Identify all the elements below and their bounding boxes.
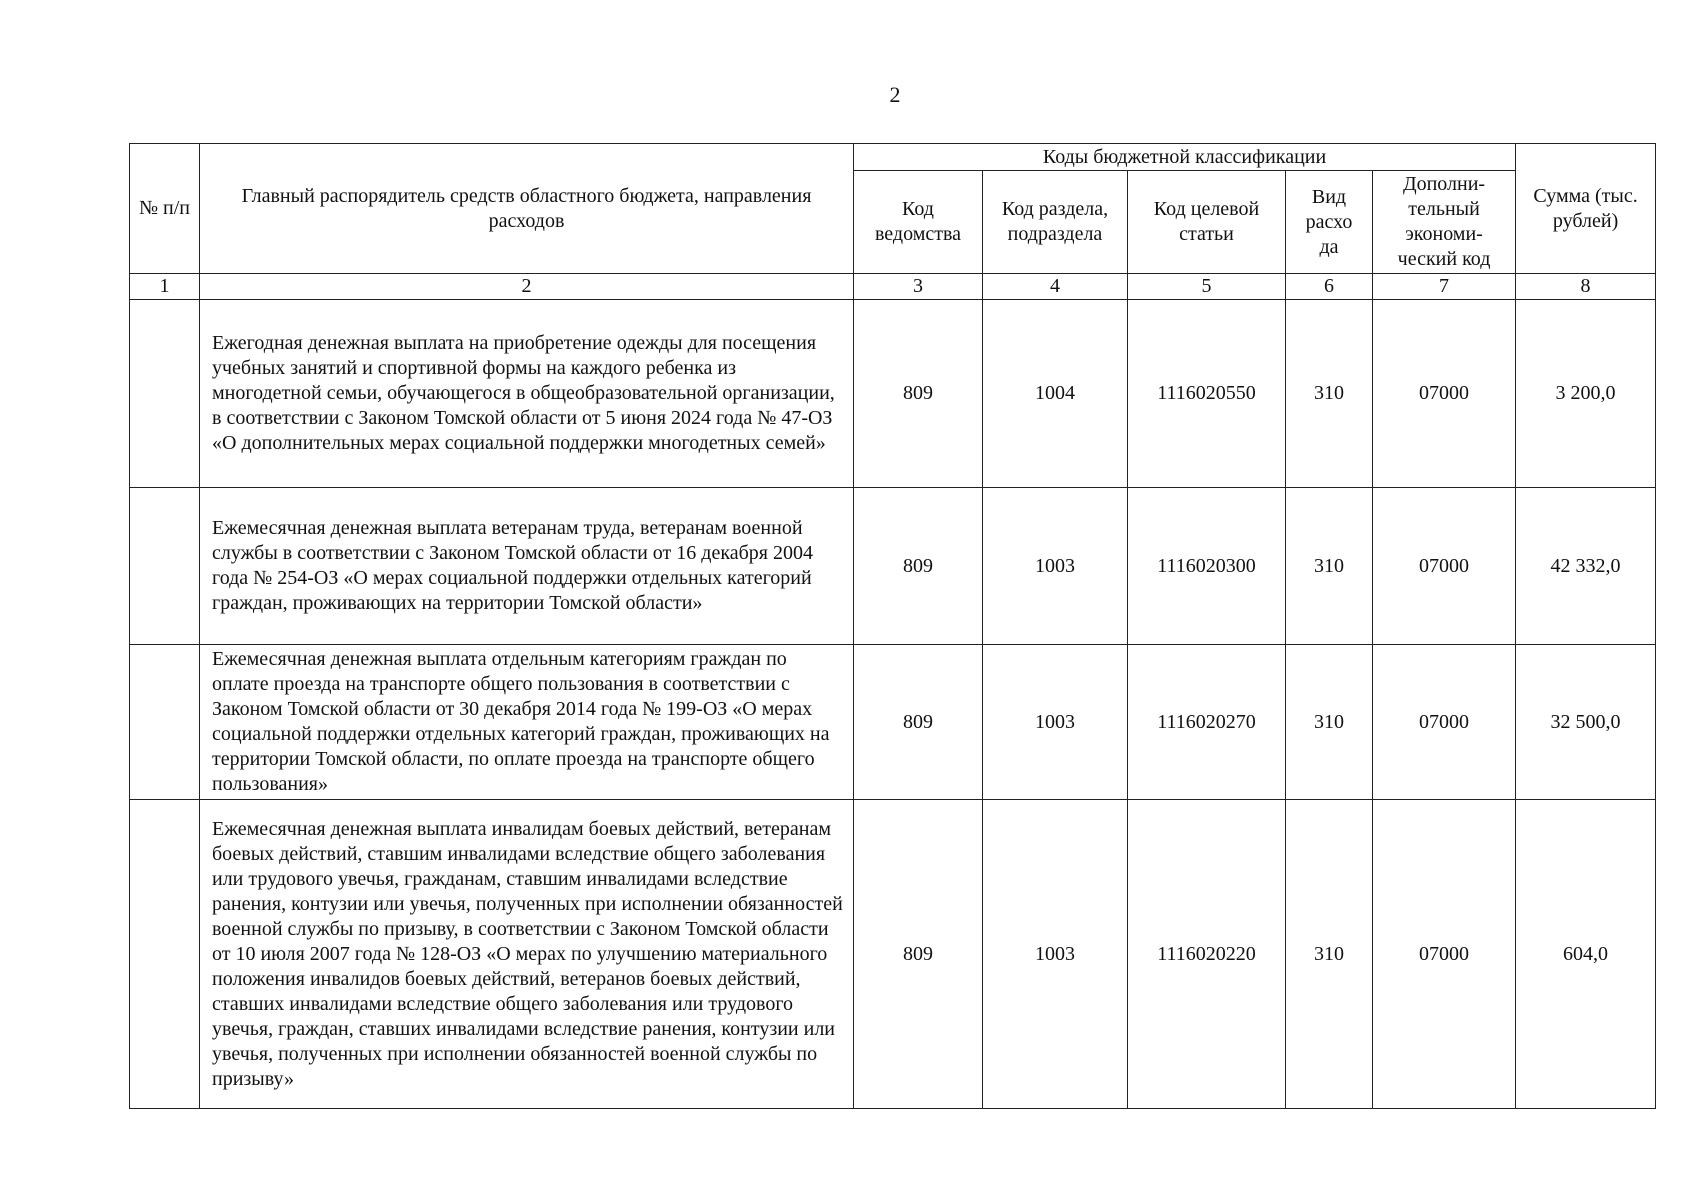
header-name: Главный распорядитель средств областного бюджета, направления расходов (200, 144, 854, 274)
column-number: 7 (1373, 274, 1516, 300)
row-section: 1004 (983, 300, 1128, 488)
row-name: Ежемесячная денежная выплата отдельным категориям граждан по оплате проезда на транспорте общего пользования в соответствии с Законом Томской области от 30 декабря 2014 года № 199-ОЗ «О мерах социальной поддержки отдельных категорий граждан, проживающих на территории Томской области, по оплате проезда на транспорте общего пользования» (200, 645, 854, 800)
header-section: Код раздела, подраздела (983, 171, 1128, 274)
header-num: № п/п (130, 144, 200, 274)
row-target: 1116020550 (1128, 300, 1286, 488)
row-target: 1116020270 (1128, 645, 1286, 800)
header-sum: Сумма (тыс. рублей) (1516, 144, 1656, 274)
column-number: 4 (983, 274, 1128, 300)
column-number: 5 (1128, 274, 1286, 300)
row-target: 1116020220 (1128, 800, 1286, 1109)
table-row (130, 645, 1656, 800)
row-sum: 604,0 (1516, 800, 1656, 1109)
row-target: 1116020300 (1128, 488, 1286, 645)
row-num (130, 300, 200, 488)
table-row (130, 300, 1656, 488)
row-type: 310 (1286, 488, 1373, 645)
row-section: 1003 (983, 488, 1128, 645)
row-name: Ежегодная денежная выплата на приобретение одежды для посещения учебных занятий и спортивной формы на каждого ребенка из многодетной семьи, обучающегося в общеобразовательной организации, в соответствии с Законом Томской области от 5 июня 2024 года № 47-ОЗ «О дополнительных мерах социальной поддержки многодетных семей» (200, 300, 854, 488)
column-number-row (130, 274, 1656, 300)
header-target: Код целевой статьи (1128, 171, 1286, 274)
column-number: 8 (1516, 274, 1656, 300)
row-sum: 32 500,0 (1516, 645, 1656, 800)
row-section: 1003 (983, 645, 1128, 800)
row-dept: 809 (854, 645, 983, 800)
row-type: 310 (1286, 645, 1373, 800)
row-econ: 07000 (1373, 300, 1516, 488)
table-row (130, 800, 1656, 1109)
row-sum: 42 332,0 (1516, 488, 1656, 645)
row-type: 310 (1286, 800, 1373, 1109)
row-num (130, 800, 200, 1109)
row-type: 310 (1286, 300, 1373, 488)
header-type: Вид расхо да (1286, 171, 1373, 274)
row-dept: 809 (854, 800, 983, 1109)
row-section: 1003 (983, 800, 1128, 1109)
header-dept: Код ведомства (854, 171, 983, 274)
row-name: Ежемесячная денежная выплата ветеранам труда, ветеранам военной службы в соответствии с Законом Томской области от 16 декабря 2004 года № 254-ОЗ «О мерах социальной поддержки отдельных категорий граждан, проживающих на территории Томской области» (200, 488, 854, 645)
column-number: 2 (200, 274, 854, 300)
budget-table (129, 143, 1656, 1109)
page-number: 2 (889, 82, 901, 107)
row-num (130, 645, 200, 800)
row-dept: 809 (854, 300, 983, 488)
column-number: 3 (854, 274, 983, 300)
row-econ: 07000 (1373, 800, 1516, 1109)
row-sum: 3 200,0 (1516, 300, 1656, 488)
column-number: 6 (1286, 274, 1373, 300)
row-num (130, 488, 200, 645)
header-codes-group: Коды бюджетной классификации (854, 144, 1516, 171)
header-econ: Дополни-тельный экономи-ческий код (1373, 171, 1516, 274)
table-row (130, 488, 1656, 645)
row-name: Ежемесячная денежная выплата инвалидам боевых действий, ветеранам боевых действий, ставшим инвалидами вследствие общего заболевания или трудового увечья, гражданам, ставшим инвалидами вследствие ранения, контузии или увечья, полученных при исполнении обязанностей военной службы по призыву, в соответствии с Законом Томской области от 10 июля 2007 года № 128-ОЗ «О мерах по улучшению материального положения инвалидов боевых действий, ветеранов боевых действий, ставших инвалидами вследствие общего заболевания или трудового увечья, граждан, ставших инвалидами вследствие ранения, контузии или увечья, полученных при исполнении обязанностей военной службы по призыву» (200, 800, 854, 1109)
row-econ: 07000 (1373, 488, 1516, 645)
row-econ: 07000 (1373, 645, 1516, 800)
column-number: 1 (130, 274, 200, 300)
row-dept: 809 (854, 488, 983, 645)
